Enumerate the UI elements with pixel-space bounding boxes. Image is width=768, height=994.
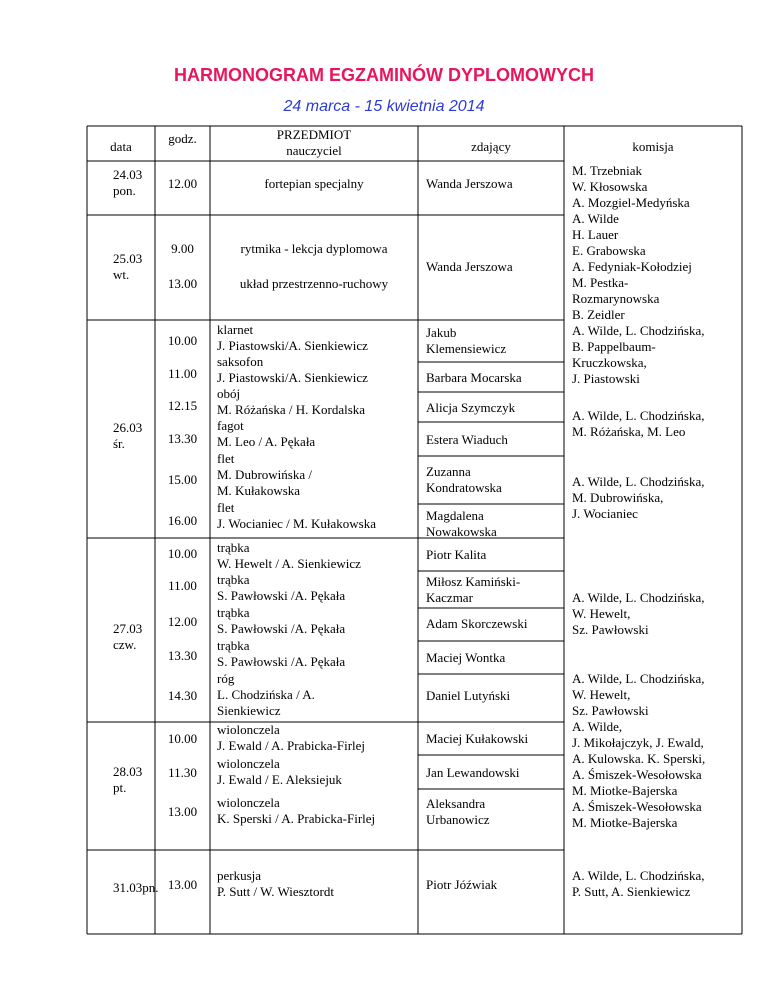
time-cell: 11.00 [168,366,197,381]
header-student: zdający [471,139,511,154]
weekday-label: śr. [113,436,125,451]
student-cell: Adam Skorczewski [426,616,528,631]
teacher-cell: M. Leo / A. Pękała [217,434,316,449]
student-cell: Alicja Szymczyk [426,400,516,415]
subject-cell: trąbka [217,605,250,620]
weekday-label: czw. [113,637,137,652]
commission-line: W. Hewelt, [572,606,631,621]
teacher-cell: L. Chodzińska / A. [217,687,315,702]
subject-cell: perkusja [217,868,262,883]
student-cell: Miłosz Kamiński- [426,574,521,589]
commission-line: M. Miotke-Bajerska [572,815,678,830]
subject-cell: wiolonczela [217,722,280,737]
student-cell: Zuzanna [426,464,471,479]
teacher-cell: M. Dubrowińska / [217,467,312,482]
date-label: 27.03 [113,621,143,636]
commission-line: Rozmarynowska [572,291,660,306]
student-cell: Estera Wiaduch [426,432,508,447]
teacher-cell: J. Ewald / A. Prabicka-Firlej [217,738,366,753]
student-cell: Nowakowska [426,524,497,539]
commission-line: Sz. Pawłowski [572,622,649,637]
time-cell: 12.15 [167,398,198,413]
subject-cell: obój [217,386,241,401]
commission-line: A. Kulowska. K. Sperski, [572,751,706,766]
subject-cell: fagot [217,418,244,433]
time-cell: 13.30 [167,431,198,446]
time-cell: 13.00 [167,804,198,819]
subject-cell: rytmika - lekcja dyplomowa [240,241,388,256]
weekday-label: pt. [113,780,127,795]
subject-cell: klarnet [217,322,254,337]
commission-line: A. Wilde, L. Chodzińska, [572,474,705,489]
time-cell: 16.00 [167,513,198,528]
header-date: data [110,139,132,154]
commission-line: E. Grabowska [572,243,646,258]
commission-line: A. Wilde [572,211,619,226]
header-subject: PRZEDMIOT [276,127,352,142]
commission-line: Sz. Pawłowski [572,703,649,718]
time-cell: 10.00 [167,731,198,746]
date-label: 28.03 [113,764,143,779]
subject-cell: flet [217,500,235,515]
commission-line: W. Kłosowska [572,179,648,194]
weekday-label: wt. [113,267,130,282]
teacher-cell: S. Pawłowski /A. Pękała [217,654,346,669]
teacher-cell: Sienkiewicz [217,703,281,718]
time-cell: 10.00 [167,333,198,348]
date-label: 25.03 [113,251,143,266]
student-cell: Daniel Lutyński [426,688,511,703]
commission-line: A. Śmiszek-Wesołowska [572,767,702,782]
time-cell: 13.30 [167,648,198,663]
weekday-label: pon. [113,183,136,198]
time-cell: 15.00 [167,472,198,487]
time-cell: 12.00 [167,614,198,629]
commission-line: P. Sutt, A. Sienkiewicz [572,884,691,899]
commission-line: A. Śmiszek-Wesołowska [572,799,702,814]
commission-line: A. Wilde, L. Chodzińska, [572,408,705,423]
teacher-cell: P. Sutt / W. Wiesztordt [217,884,334,899]
commission-line: A. Wilde, L. Chodzińska, [572,590,705,605]
commission-line: J. Piastowski [572,371,640,386]
subject-cell: saksofon [217,354,264,369]
subject-cell: układ przestrzenno-ruchowy [239,276,389,291]
student-cell: Magdalena [426,508,484,523]
date-label: 24.03 [113,167,143,182]
teacher-cell: J. Ewald / E. Aleksiejuk [217,772,342,787]
subject-cell: wiolonczela [217,795,280,810]
student-cell: Wanda Jerszowa [426,259,513,274]
student-cell: Jakub [426,325,457,340]
page-title: HARMONOGRAM EGZAMINÓW DYPLOMOWYCH [174,65,594,85]
subject-cell: wiolonczela [217,756,280,771]
teacher-cell: W. Hewelt / A. Sienkiewicz [217,556,361,571]
commission-line: M. Trzebniak [572,163,643,178]
time-cell: 12.00 [167,176,198,191]
student-cell: Maciej Wontka [426,650,506,665]
time-cell: 10.00 [167,546,198,561]
commission-line: Kruczkowska, [572,355,647,370]
student-cell: Barbara Mocarska [426,370,522,385]
student-cell: Wanda Jerszowa [426,176,513,191]
teacher-cell: M. Kułakowska [217,483,301,498]
commission-line: M. Miotke-Bajerska [572,783,678,798]
teacher-cell: S. Pawłowski /A. Pękała [217,621,346,636]
commission-line: H. Lauer [572,227,619,242]
time-cell: 11.30 [168,765,197,780]
student-cell: Aleksandra [426,796,486,811]
time-cell: 14.30 [167,688,198,703]
student-cell: Piotr Kalita [426,547,487,562]
date-label: 26.03 [113,420,143,435]
commission-line: J. Wocianiec [572,506,638,521]
commission-line: M. Dubrowińska, [572,490,664,505]
commission-line: A. Wilde, L. Chodzińska, [572,671,705,686]
student-cell: Urbanowicz [426,812,490,827]
teacher-cell: K. Sperski / A. Prabicka-Firlej [217,811,376,826]
subject-cell: flet [217,451,235,466]
commission-line: A. Wilde, L. Chodzińska, [572,323,705,338]
header-commission: komisja [632,139,674,154]
header-time: godz. [168,131,197,146]
teacher-cell: J. Piastowski/A. Sienkiewicz [217,370,368,385]
subject-cell: róg [217,671,235,686]
subject-cell: trąbka [217,540,250,555]
student-cell: Kaczmar [426,590,473,605]
header-teacher: nauczyciel [286,143,342,158]
teacher-cell: J. Wocianiec / M. Kułakowska [217,516,377,531]
time-cell: 13.00 [167,877,198,892]
date-label: 31.03pn. [113,880,159,895]
teacher-cell: S. Pawłowski /A. Pękała [217,588,346,603]
student-cell: Maciej Kułakowski [426,731,529,746]
commission-line: B. Pappelbaum- [572,339,656,354]
commission-line: B. Zeidler [572,307,625,322]
page-subtitle: 24 marca - 15 kwietnia 2014 [283,98,485,115]
student-cell: Piotr Jóźwiak [426,877,498,892]
time-cell: 9.00 [171,241,194,256]
student-cell: Jan Lewandowski [426,765,520,780]
subject-cell: trąbka [217,572,250,587]
commission-line: A. Fedyniak-Kołodziej [572,259,692,274]
student-cell: Klemensiewicz [426,341,507,356]
time-cell: 11.00 [168,578,197,593]
commission-line: M. Pestka- [572,275,629,290]
subject-cell: trąbka [217,638,250,653]
commission-line: A. Mozgiel-Medyńska [572,195,690,210]
commission-line: J. Mikołajczyk, J. Ewald, [572,735,704,750]
commission-line: W. Hewelt, [572,687,631,702]
commission-line: M. Różańska, M. Leo [572,424,686,439]
teacher-cell: J. Piastowski/A. Sienkiewicz [217,338,368,353]
subject-cell: fortepian specjalny [264,176,364,191]
teacher-cell: M. Różańska / H. Kordalska [217,402,366,417]
time-cell: 13.00 [167,276,198,291]
commission-line: A. Wilde, [572,719,623,734]
student-cell: Kondratowska [426,480,502,495]
commission-line: A. Wilde, L. Chodzińska, [572,868,705,883]
